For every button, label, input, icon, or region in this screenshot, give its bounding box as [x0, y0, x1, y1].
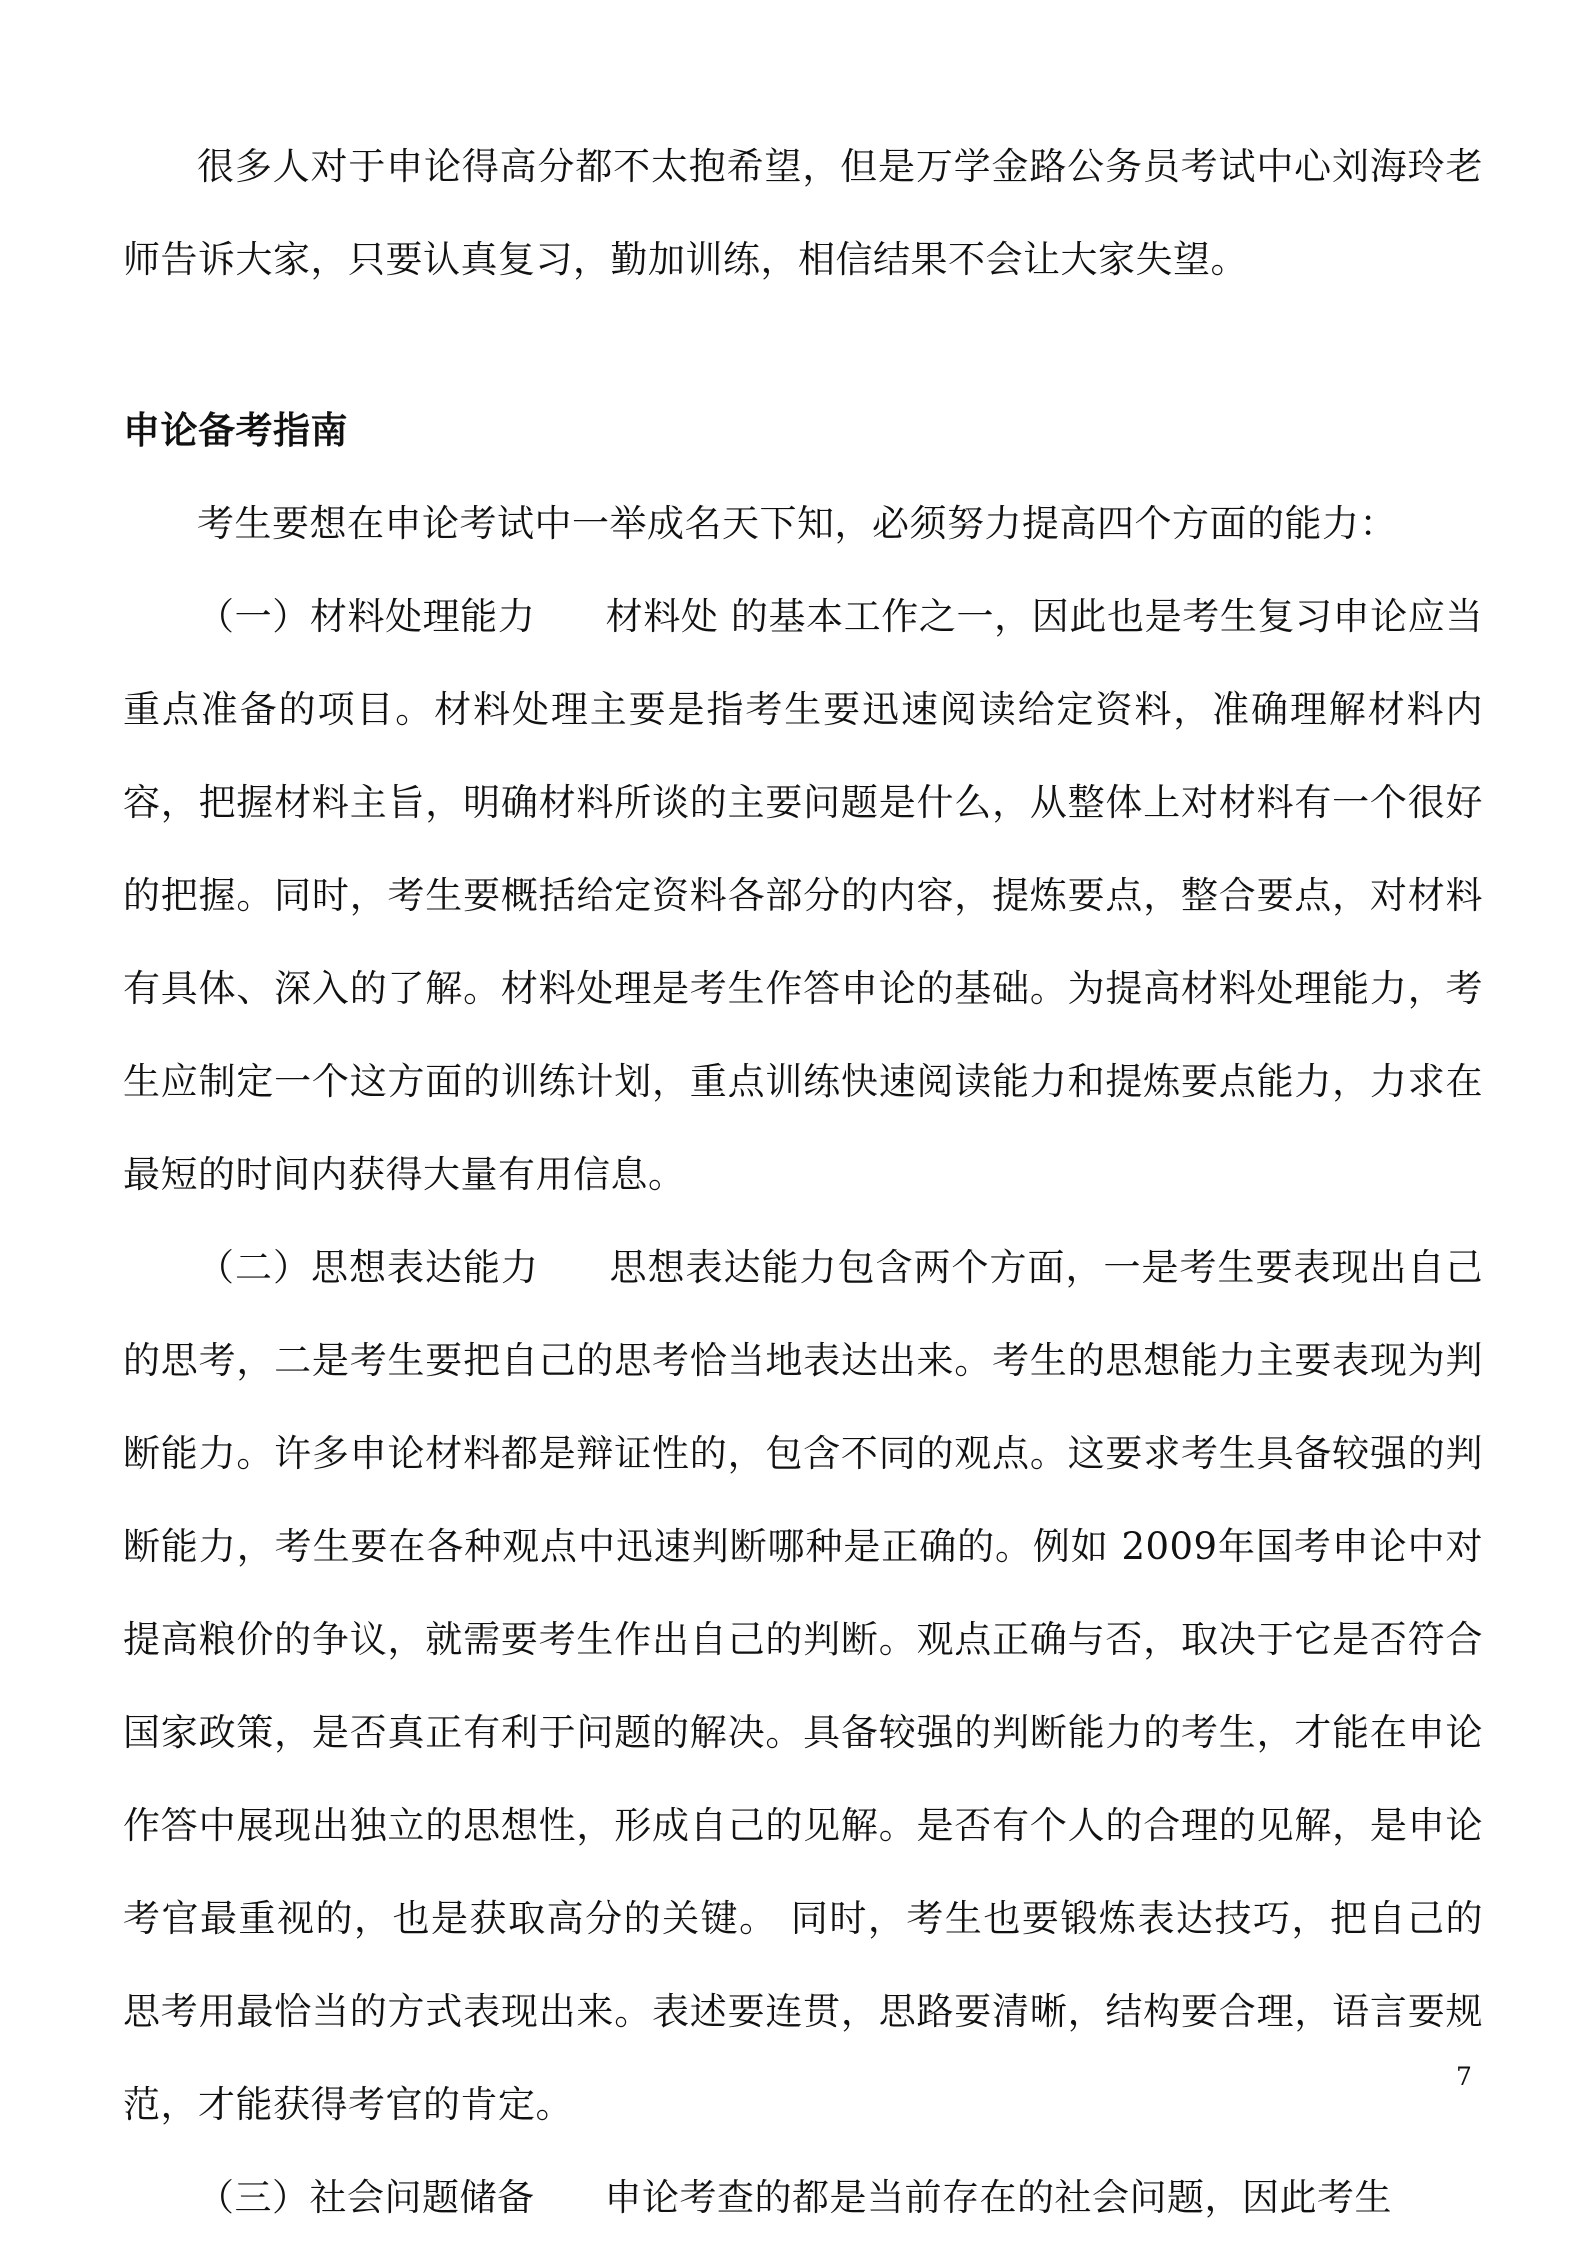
item-paragraph-2: [123, 1221, 1483, 2151]
item-title-1: （一）材料处理能力: [197, 595, 536, 638]
section-heading: 申论备考指南: [123, 408, 348, 452]
document-body: [123, 120, 1483, 2244]
item-body-3: 申论考查的都是当前存在的社会问题，因此考生: [604, 2176, 1392, 2219]
item-body-1: 材料处 的基本工作之一，因此也是考生复习申论应当重点准备的项目。材料处理主要是指考生要迅速阅读给定资料，准确理解材料内容，把握材料主旨，明确材料所谈的主要问题是什么，从整体上对材料有一个很好的把握。同时，考生要概括给定资料各部分的内容，提炼要点，整合要点，对材料有具体、深入的了解。材料处理是考生作答申论的基础。为提高材料处理能力，考生应制定一个这方面的训练计划，重点训练快速阅读能力和提炼要点能力，力求在最短的时间内获得大量有用信息。: [123, 595, 1484, 1196]
item-title-3: （三）社会问题储备: [197, 2176, 535, 2219]
item-paragraph-3: [123, 2151, 1483, 2244]
item-paragraph-1: [123, 570, 1483, 1221]
lead-paragraph: 考生要想在申论考试中一举成名天下知，必须努力提高四个方面的能力：: [197, 502, 1397, 545]
page-number: 7: [1456, 2062, 1472, 2091]
intro-paragraph: 很多人对于申论得高分都不太抱希望，但是万学金路公务员考试中心刘海玲老师告诉大家，只要认真复习，勤加训练，相信结果不会让大家失望。: [123, 145, 1483, 281]
item-body-2: 思想表达能力包含两个方面，一是考生要表现出自己的思考，二是考生要把自己的思考恰当地表达出来。考生的思想能力主要表现为判断能力。许多申论材料都是辩证性的，包含不同的观点。这要求考生具备较强的判断能力，考生要在各种观点中迅速判断哪种是正确的。例如 2009年国考申论中对提高粮价的争议，就需要考生作出自己的判断。观点正确与否，取决于它是否符合国家政策，是否真正有利于问题的解决。具备较强的判断能力的考生，才能在申论作答中展现出独立的思想性，形成自己的见解。是否有个人的合理的见解，是申论考官最重视的，也是获取高分的关键。 同时，考生也要锻炼表达技巧，把自己的思考用最恰当的方式表现出来。表述要连贯，思路要清晰，结构要合理，语言要规范，才能获得考官的肯定。: [123, 1246, 1483, 2126]
item-title-2: （二）思想表达能力: [197, 1246, 539, 1289]
